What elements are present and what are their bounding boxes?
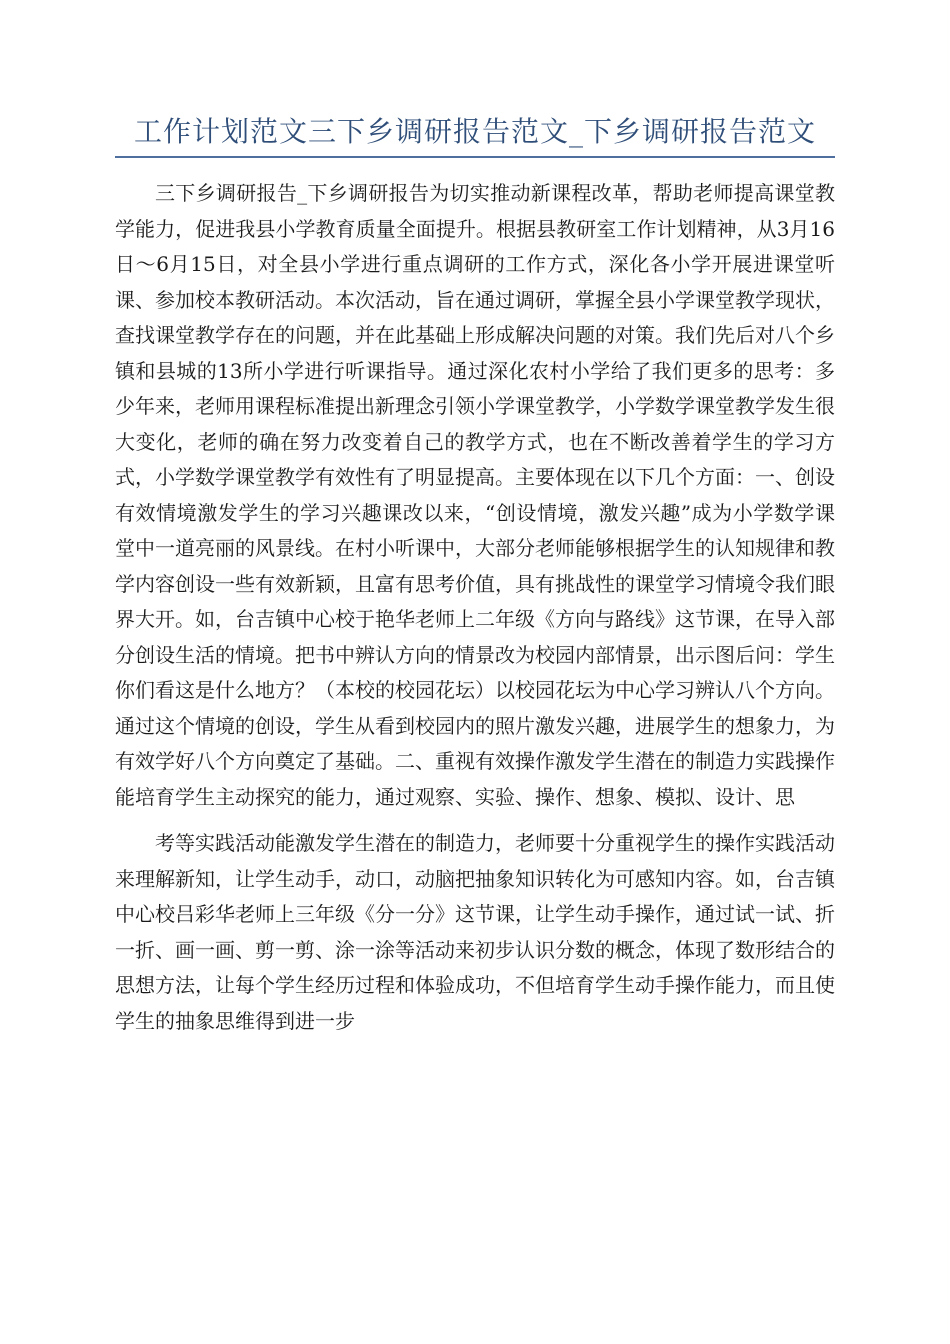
paragraph-2: 考等实践活动能激发学生潜在的制造力，老师要十分重视学生的操作实践活动来理解新知，让学生动手，动口，动脑把抽象知识转化为可感知内容。如，台吉镇中心校吕彩华老师上三年级《分一分》这节课，让学生动手操作，通过试一试、折一折、画一画、剪一剪、涂一涂等活动来初步认识分数的概念，体现了数形结合的思想方法，让每个学生经历过程和体验成功，不但培育学生动手操作能力，而且使学生的抽象思维得到进一步 — [115, 831, 835, 1033]
page-title: 工作计划范文三下乡调研报告范文_下乡调研报告范文 — [133, 115, 816, 148]
paragraph-1: 三下乡调研报告_下乡调研报告为切实推动新课程改革，帮助老师提高课堂教学能力，促进我县小学教育质量全面提升。根据县教研室工作计划精神，从3月16日～6月15日，对全县小学进行重点调研的工作方式，深化各小学开展进课堂听课、参加校本教研活动。本次活动，旨在通过调研，掌握全县小学课堂教学现状，查找课堂教学存在的问题，并在此基础上形成解决问题的对策。我们先后对八个乡镇和县城的13所小学进行听课指导。通过深化农村小学给了我们更多的思考：多少年来，老师用课程标准提出新理念引领小学课堂教学，小学数学课堂教学发生很大变化，老师的确在努力改变着自己的教学方式，也在不断改善着学生的学习方式，小学数学课堂教学有效性有了明显提高。主要体现在以下几个方面：一、创设有效情境激发学生的学习兴趣课改以来，“创设情境，激发兴趣”成为小学数学课堂中一道亮丽的风景线。在村小听课中，大部分老师能够根据学生的认知规律和教学内容创设一些有效新颖，且富有思考价值，具有挑战性的课堂学习情境令我们眼界大开。如，台吉镇中心校于艳华老师上二年级《方向与路线》这节课，在导入部分创设生活的情境。把书中辨认方向的情景改为校园内部情景，出示图后问：学生你们看这是什么地方？（本校的校园花坛）以校园花坛为中心学习辨认八个方向。通过这个情境的创设，学生从看到校园内的照片激发兴趣，进展学生的想象力，为有效学好八个方向奠定了基础。二、重视有效操作激发学生潜在的制造力实践操作能培育学生主动探究的能力，通过观察、实验、操作、想象、模拟、设计、思 — [115, 181, 835, 809]
document-body — [115, 176, 835, 1039]
title-block — [115, 112, 835, 158]
